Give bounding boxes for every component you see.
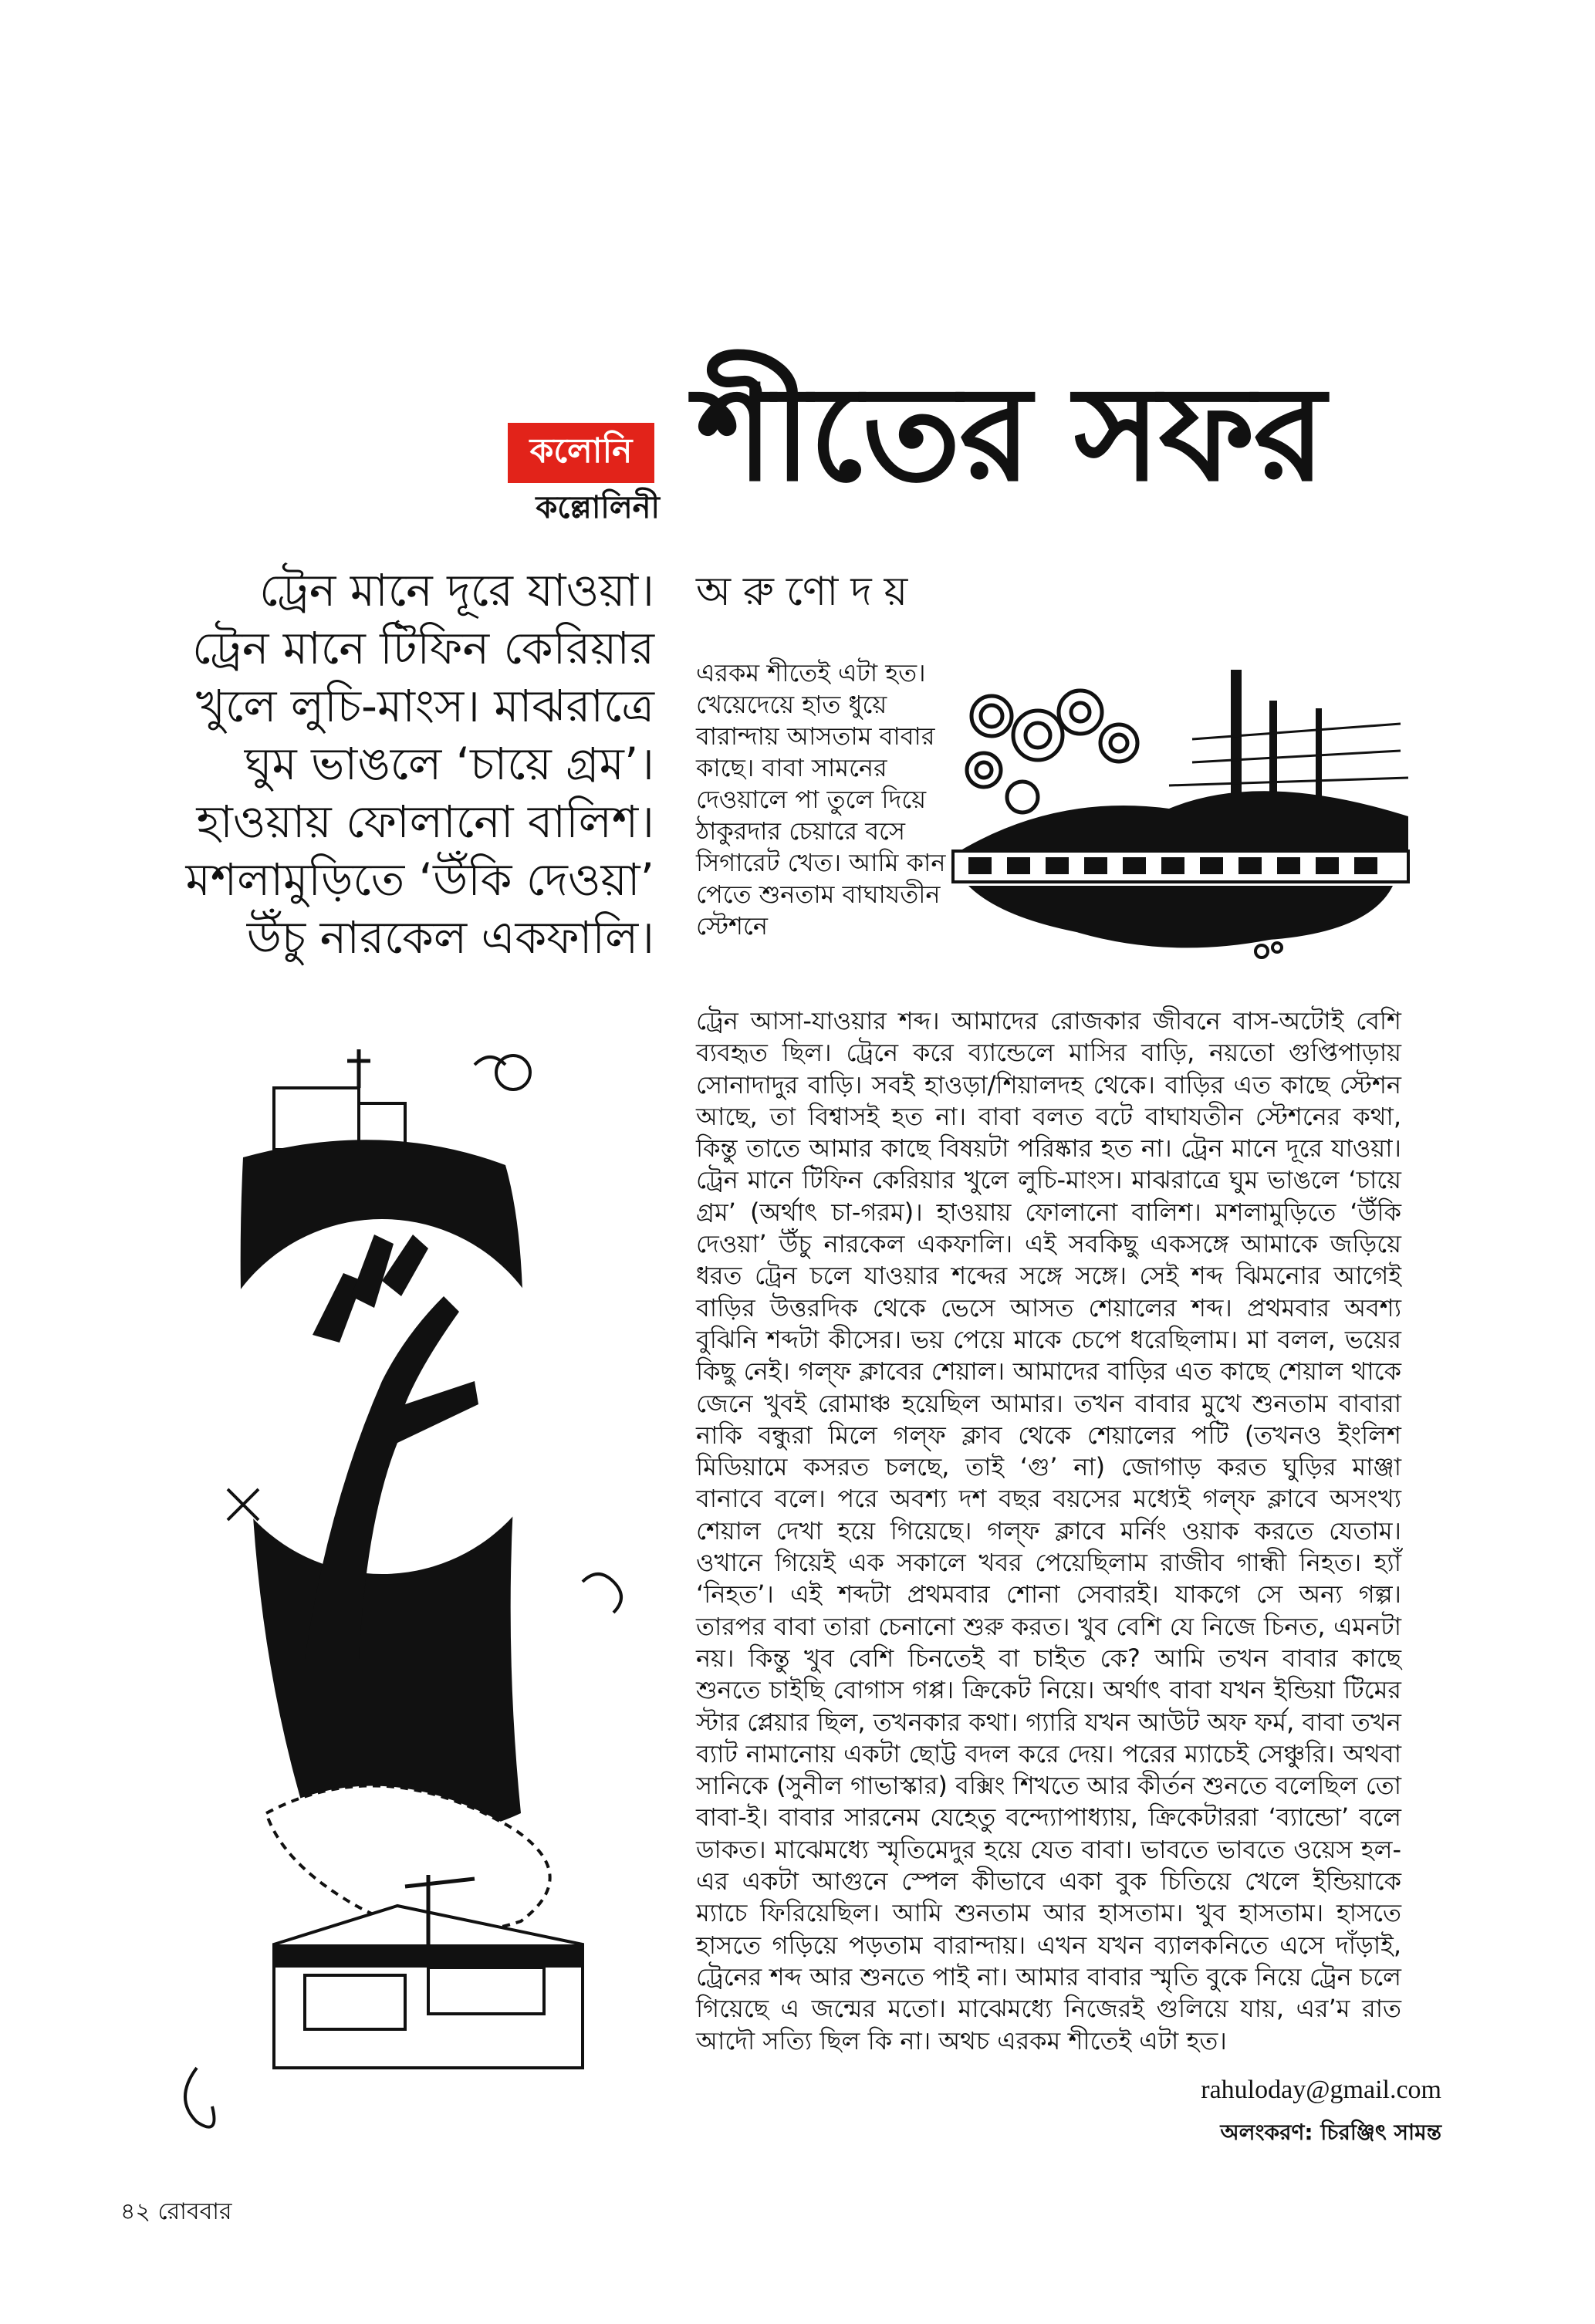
illustration-credit: অলংকরণ: চিরঞ্জিৎ সামন্ত (1220, 2120, 1441, 2145)
moon-illustration (150, 1042, 683, 2145)
train-illustration (938, 654, 1416, 963)
pull-quote: ট্রেন মানে দূরে যাওয়া। ট্রেন মানে টিফিন কেরিয়ার খুলে লুচি-মাংস। মাঝরাত্রে ঘুম ভাঙলে ‘চায়ে গ্রম’। হাওয়ায় ফোলানো বালিশ। মশলামুড়িতে ‘উঁকি দেওয়া’ উঁচু নারকেল একফালি। (185, 564, 654, 964)
article-intro: এরকম শীতেই এটা হত। খেয়েদেয়ে হাত ধুয়ে বারান্দায় আসতাম বাবার কাছে। বাবা সামনের দেওয়ালে পা তুলে দিয়ে ঠাকুরদার চেয়ারে বসে সিগারেট খেত। আমি কান পেতে শুনতাম বাঘাযতীন স্টেশনে (696, 658, 946, 941)
section-badge: কলোনি (508, 423, 654, 483)
article-body: ট্রেন আসা-যাওয়ার শব্দ। আমাদের রোজকার জীবনে বাস-অটোই বেশি ব্যবহৃত ছিল। ট্রেনে করে ব্যান্ডেলে মাসির বাড়ি, নয়তো গুপ্তিপাড়ায় সোনাদাদুর বাড়ি। সবই হাওড়া/শিয়ালদহ থেকে। বাড়ির এত কাছে স্টেশন আছে, তা বিশ্বাসই হত না। বাবা বলত বটে বাঘাযতীন স্টেশনের কথা, কিন্তু তাতে আমার কাছে বিষয়টা পরিষ্কার হত না। ট্রেন মানে দূরে যাওয়া। ট্রেন মানে টিফিন কেরিয়ার খুলে লুচি-মাংস। মাঝরাত্রে ঘুম ভাঙলে ‘চায়ে গ্রম’ (অর্থাৎ চা-গরম)। হাওয়ায় ফোলানো বালিশ। মশলামুড়িতে ‘উঁকি দেওয়া’ উঁচু নারকেল একফালি। এই সবকিছু একসঙ্গে আমাকে জড়িয়ে ধরত ট্রেন চলে যাওয়ার শব্দের সঙ্গে সঙ্গে। সেই শব্দ ঝিমনোর আগেই বাড়ির উত্তরদিক থেকে ভেসে আসত শেয়ালের শব্দ। প্রথমবার অবশ্য বুঝিনি শব্দটা কীসের। ভয় পেয়ে মাকে চেপে ধরেছিলাম। মা বলল, ভয়ের কিছু নেই। গল্‌ফ ক্লাবের শেয়াল। আমাদের বাড়ির এত কাছে শেয়াল থাকে জেনে খুবই রোমাঞ্চ হয়েছিল আমার। তখন বাবার মুখে শুনতাম বাবারা নাকি বন্ধুরা মিলে গল্‌ফ ক্লাব থেকে শেয়ালের পটি (তখনও ইংলিশ মিডিয়ামে কসরত চলছে, তাই ‘গু’ না) জোগাড় করত ঘুড়ির মাঞ্জা বানাবে বলে। পরে অবশ্য দশ বছর বয়সের মধ্যেই গল্‌ফ ক্লাবে অসংখ্য শেয়াল দেখা হয়ে গিয়েছে। গল্‌ফ ক্লাবে মর্নিং ওয়াক করতে যেতাম। ওখানে গিয়েই এক সকালে খবর পেয়েছিলাম রাজীব গান্ধী নিহত। হ্যাঁ ‘নিহত’। এই শব্দটা প্রথমবার শোনা সেবারই। যাকগে সে অন্য গল্প। তারপর বাবা তারা চেনানো শুরু করত। খুব বেশি যে নিজে চিনত, এমনটা নয়। কিন্তু খুব বেশি চিনতেই বা চাইত কে? আমি তখন বাবার কাছে শুনতে চাইছি বোগাস গপ্প। ক্রিকেট নিয়ে। অর্থাৎ বাবা যখন ইন্ডিয়া টিমের স্টার প্লেয়ার ছিল, তখনকার কথা। গ্যারি যখন আউট অফ ফর্ম, বাবা তখন ব্যাট নামানোয় একটা ছোট্ট বদল করে দেয়। পরের ম্যাচেই সেঞ্চুরি। অথবা সানিকে (সুনীল গাভাস্কার) বক্সিং শিখতে আর কীর্তন শুনতে বলেছিল তো বাবা-ই। বাবার সারনেম যেহেতু বন্দ্যোপাধ্যায়, ক্রিকেটাররা ‘ব্যান্ডো’ বলে ডাকত। মাঝেমধ্যে স্মৃতিমেদুর হয়ে যেত বাবা। ভাবতে ভাবতে ওয়েস হল-এর একটা আগুনে স্পেল কীভাবে একা বুক চিতিয়ে খেলে ইন্ডিয়াকে ম্যাচে ফিরিয়েছিল। আমি শুনতাম আর হাসতাম। খুব হাসতাম। হাসতে হাসতে গড়িয়ে পড়তাম বারান্দায়। এখন যখন ব্যালকনিতে এসে দাঁড়াই, ট্রেনের শব্দ আর শুনতে পাই না। আমার বাবার স্মৃতি বুকে নিয়ে ট্রেন চলে গিয়েছে এ জন্মের মতো। মাঝেমধ্যে নিজেরই গুলিয়ে যায়, এর’ম রাত আদৌ সত্যি ছিল কি না। অথচ এরকম শীতেই এটা হত। (696, 1006, 1401, 2055)
article-title: শীতের সফর (696, 358, 1324, 511)
section-subtitle: কল্লোলিনী (536, 490, 660, 525)
page-folio: ৪২ রোববার (120, 2198, 232, 2225)
author-email[interactable]: rahuloday@gmail.com (1201, 2076, 1441, 2104)
author-byline: অরুণোদয় (696, 569, 921, 615)
